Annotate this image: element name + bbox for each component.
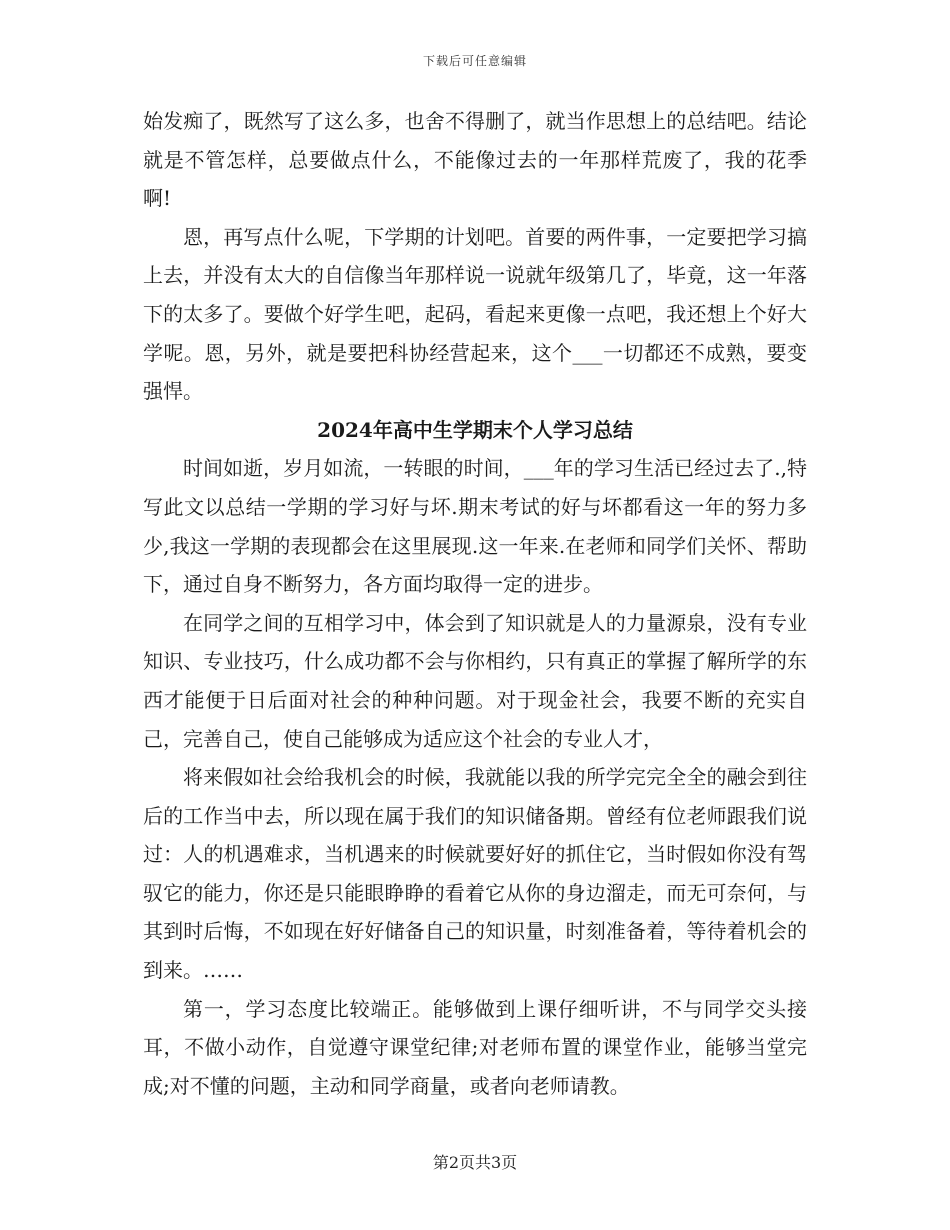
paragraph-intro: 时间如逝，岁月如流，一转眼的时间，___年的学习生活已经过去了.,特写此文以总结一学期的学习好与坏.期末考试的好与坏都看这一年的努力多少,我这一学期的表现都会在这里展现.这一年来.在老师和同学们关怀、帮助下，通过自身不断努力，各方面均取得一定的进步。 [143, 456, 807, 597]
paragraph-continuation: 始发痴了，既然写了这么多，也舍不得删了，就当作思想上的总结吧。结论就是不管怎样，总要做点什么，不能像过去的一年那样荒废了，我的花季啊! [143, 109, 807, 211]
paragraph-knowledge: 在同学之间的互相学习中，体会到了知识就是人的力量源泉，没有专业知识、专业技巧，什么成功都不会与你相约，只有真正的掌握了解所学的东西才能便于日后面对社会的种种问题。对于现金社会，我要不断的充实自己，完善自己，使自己能够成为适应这个社会的专业人才， [143, 610, 807, 751]
paragraph-opportunity: 将来假如社会给我机会的时候，我就能以我的所学完完全全的融会到往后的工作当中去，所以现在属于我们的知识储备期。曾经有位老师跟我们说过：人的机遇难求，当机遇来的时候就要好好的抓住它，当时假如你没有驾驭它的能力，你还是只能眼睁睁的看着它从你的身边溜走，而无可奈何，与其到时后悔，不如现在好好储备自己的知识量，时刻准备着，等待着机会的到来。…… [143, 765, 807, 983]
section-title: 2024年高中生学期末个人学习总结 [317, 417, 633, 442]
paragraph-next-term-plan: 恩，再写点什么呢，下学期的计划吧。首要的两件事，一定要把学习搞上去，并没有太大的自信像当年那样说一说就年级第几了，毕竟，这一年落下的太多了。要做个好学生吧，起码，看起来更像一点吧，我还想上个好大学呢。恩，另外，就是要把科协经营起来，这个___一切都还不成熟，要变强悍。 [143, 224, 807, 404]
page-number: 第2页共3页 [432, 1153, 518, 1172]
page-header: 下载后可任意编辑 [422, 54, 527, 68]
document-body [143, 102, 807, 1105]
paragraph-attitude: 第一，学习态度比较端正。能够做到上课仔细听讲，不与同学交头接耳，不做小动作，自觉遵守课堂纪律;对老师布置的课堂作业，能够当堂完成;对不懂的问题，主动和同学商量，或者向老师请教。 [143, 996, 807, 1098]
